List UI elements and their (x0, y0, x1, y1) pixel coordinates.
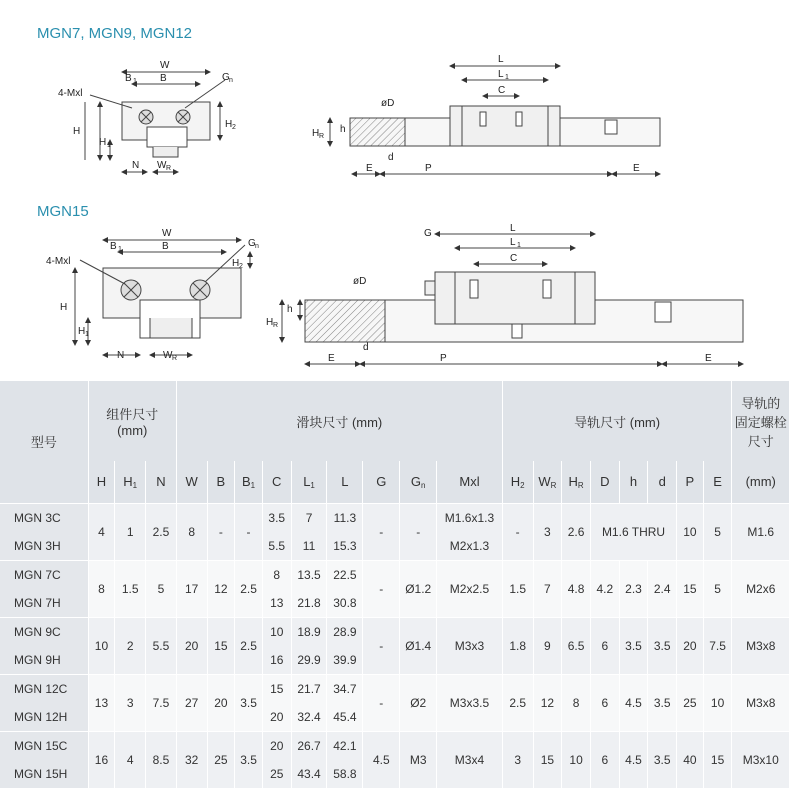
cell-P: 10 (677, 503, 704, 560)
table-row (0, 503, 790, 532)
cell-Mxl: M3x4 (437, 731, 503, 788)
cell-H1: 1 (115, 503, 146, 560)
svg-text:2: 2 (232, 124, 236, 131)
cell-E: 10 (703, 674, 732, 731)
cell-B: - (207, 503, 235, 560)
svg-text:H: H (78, 326, 86, 337)
model-name: MGN 15C (0, 731, 88, 760)
svg-text:L: L (510, 237, 516, 248)
table-row (0, 674, 790, 703)
cell-C: 25 (262, 760, 291, 788)
spec-table-body (0, 503, 790, 788)
label-WR: W (157, 160, 167, 171)
cell-bolt: M3x8 (732, 617, 790, 674)
svg-text:h: h (287, 304, 293, 315)
cell-WR: 9 (533, 617, 562, 674)
small-side-view (330, 66, 660, 174)
cell-H2: 3 (502, 731, 533, 788)
cell-N: 5.5 (146, 617, 177, 674)
model-name: MGN 12C (0, 674, 88, 703)
svg-text:L: L (498, 54, 504, 65)
svg-text:G: G (248, 238, 256, 249)
svg-text:E: E (328, 353, 335, 364)
cell-Mxl: M3x3 (437, 617, 503, 674)
svg-text:E: E (705, 353, 712, 364)
cell-Mxl: M3x3.5 (437, 674, 503, 731)
svg-text:2: 2 (239, 263, 243, 270)
cell-L1: 11 (291, 532, 327, 561)
header-rail: 导轨尺寸 (mm) (502, 381, 732, 461)
cell-C: 13 (262, 589, 291, 618)
symbol-header: B (207, 461, 235, 503)
label-H1: H (99, 137, 107, 148)
cell-L: 11.3 (327, 503, 363, 532)
cell-d: 3.5 (648, 731, 677, 788)
cell-G: - (363, 617, 400, 674)
cell-L: 58.8 (327, 760, 363, 788)
svg-text:B: B (110, 241, 117, 252)
symbol-header: G (363, 461, 400, 503)
cell-E: 7.5 (703, 617, 732, 674)
cell-W: 8 (176, 503, 207, 560)
symbol-header-row (0, 461, 790, 503)
table-row (0, 560, 790, 589)
cell-W: 32 (176, 731, 207, 788)
cell-W: 17 (176, 560, 207, 617)
cell-G: - (363, 503, 400, 560)
cell-H1: 1.5 (115, 560, 146, 617)
cell-h: 4.5 (619, 674, 648, 731)
cell-Gn: Ø2 (400, 674, 437, 731)
model-name: MGN 3H (0, 532, 88, 561)
cell-L: 42.1 (327, 731, 363, 760)
svg-text:n: n (255, 243, 259, 250)
symbol-header: P (677, 461, 704, 503)
svg-text:B: B (162, 241, 169, 252)
symbol-header: $H_2$ (502, 461, 533, 503)
cell-H: 16 (88, 731, 115, 788)
cell-H2: - (502, 503, 533, 560)
cell-C: 15 (262, 674, 291, 703)
svg-text:N: N (117, 350, 125, 361)
cell-H1: 3 (115, 674, 146, 731)
svg-text:C: C (510, 253, 518, 264)
cell-N: 5 (146, 560, 177, 617)
symbol-header: $H_R$ (562, 461, 591, 503)
symbol-header: L (327, 461, 363, 503)
svg-text:P: P (440, 353, 447, 364)
cell-G: 4.5 (363, 731, 400, 788)
symbol-header: E (703, 461, 732, 503)
cell-C: 10 (262, 617, 291, 646)
cell-L1: 29.9 (291, 646, 327, 675)
cell-C: 8 (262, 560, 291, 589)
cell-L1: 32.4 (291, 703, 327, 732)
symbol-header: $H_1$ (115, 461, 146, 503)
cell-B: 12 (207, 560, 235, 617)
cell-D: 6 (590, 731, 619, 788)
table-row (0, 617, 790, 646)
cell-Gn: M3 (400, 731, 437, 788)
header-bolt: 导轨的 固定螺栓 尺寸 (732, 381, 790, 461)
cell-L: 28.9 (327, 617, 363, 646)
cell-H: 10 (88, 617, 115, 674)
cell-Mxl: M2x1.3 (437, 532, 503, 561)
cell-C: 16 (262, 646, 291, 675)
svg-text:R: R (166, 165, 172, 172)
cell-bolt: M3x10 (732, 731, 790, 788)
svg-text:1: 1 (505, 74, 509, 81)
cell-WR: 3 (533, 503, 562, 560)
cell-HR: 4.8 (562, 560, 591, 617)
svg-text:H: H (232, 258, 240, 269)
cell-H: 4 (88, 503, 115, 560)
model-name: MGN 9C (0, 617, 88, 646)
cell-HR: 10 (562, 731, 591, 788)
svg-text:øD: øD (381, 98, 395, 109)
cell-L1: 43.4 (291, 760, 327, 788)
cell-L: 22.5 (327, 560, 363, 589)
cell-Gn: Ø1.2 (400, 560, 437, 617)
cell-HR: 6.5 (562, 617, 591, 674)
svg-text:H: H (312, 128, 320, 139)
cell-C: 20 (262, 731, 291, 760)
svg-text:1: 1 (133, 78, 137, 85)
label-W: W (160, 60, 170, 71)
cell-W: 20 (176, 617, 207, 674)
svg-text:h: h (340, 124, 346, 135)
section-title-small: MGN7, MGN9, MGN12 (37, 25, 193, 42)
cell-B1: 2.5 (235, 617, 263, 674)
symbol-header: (mm) (732, 461, 790, 503)
cell-H: 8 (88, 560, 115, 617)
svg-text:P: P (425, 163, 432, 174)
svg-text:R: R (273, 322, 279, 329)
cell-C: 20 (262, 703, 291, 732)
cell-Gn: - (400, 503, 437, 560)
cell-B1: 3.5 (235, 674, 263, 731)
svg-text:d: d (388, 152, 394, 163)
cell-h: 2.3 (619, 560, 648, 617)
cell-E: 5 (703, 560, 732, 617)
technical-drawings (0, 0, 790, 380)
label-B: B (160, 73, 167, 84)
header-assembly: 组件尺寸 (mm) (88, 381, 176, 461)
symbol-header: $W_R$ (533, 461, 562, 503)
cell-H2: 1.8 (502, 617, 533, 674)
cell-d: 3.5 (648, 674, 677, 731)
cell-WR: 15 (533, 731, 562, 788)
svg-text:E: E (633, 163, 640, 174)
header-block: 滑块尺寸 (mm) (176, 381, 502, 461)
symbol-header: $L_1$ (291, 461, 327, 503)
section-title-large: MGN15 (37, 203, 89, 220)
cell-N: 7.5 (146, 674, 177, 731)
cell-B: 20 (207, 674, 235, 731)
label-H2: H (225, 119, 233, 130)
cell-L1: 18.9 (291, 617, 327, 646)
symbol-header: $B_1$ (235, 461, 263, 503)
svg-text:1: 1 (107, 142, 111, 149)
svg-text:øD: øD (353, 276, 367, 287)
cell-W: 27 (176, 674, 207, 731)
cell-G: - (363, 560, 400, 617)
symbol-header: Mxl (437, 461, 503, 503)
model-name: MGN 7H (0, 589, 88, 618)
cell-H1: 2 (115, 617, 146, 674)
cell-B: 25 (207, 731, 235, 788)
svg-text:E: E (366, 163, 373, 174)
svg-text:R: R (172, 355, 178, 362)
symbol-header: C (262, 461, 291, 503)
model-name: MGN 9H (0, 646, 88, 675)
model-name: MGN 3C (0, 503, 88, 532)
cell-L: 15.3 (327, 532, 363, 561)
cell-H2: 1.5 (502, 560, 533, 617)
svg-text:4-Mxl: 4-Mxl (46, 256, 71, 267)
cell-HR: 8 (562, 674, 591, 731)
cell-D: 6 (590, 617, 619, 674)
svg-text:d: d (363, 342, 369, 353)
header-model: 型号 (0, 381, 88, 503)
cell-bolt: M2x6 (732, 560, 790, 617)
table-row (0, 731, 790, 760)
cell-G: - (363, 674, 400, 731)
cell-HR: 2.6 (562, 503, 591, 560)
symbol-header: H (88, 461, 115, 503)
symbol-header: N (146, 461, 177, 503)
cell-h: 3.5 (619, 617, 648, 674)
svg-text:W: W (162, 228, 172, 239)
model-name: MGN 15H (0, 760, 88, 788)
cell-E: 15 (703, 731, 732, 788)
svg-text:R: R (319, 133, 325, 140)
symbol-header: W (176, 461, 207, 503)
cell-Mxl: M1.6x1.3 (437, 503, 503, 532)
cell-bolt: M1.6 (732, 503, 790, 560)
cell-E: 5 (703, 503, 732, 560)
symbol-header: $G_n$ (400, 461, 437, 503)
cell-L: 45.4 (327, 703, 363, 732)
cell-L: 30.8 (327, 589, 363, 618)
small-cross-section (85, 72, 225, 172)
cell-H: 13 (88, 674, 115, 731)
cell-Gn: Ø1.4 (400, 617, 437, 674)
cell-N: 2.5 (146, 503, 177, 560)
svg-text:L: L (510, 223, 516, 234)
svg-text:H: H (266, 317, 274, 328)
cell-C: 3.5 (262, 503, 291, 532)
svg-text:1: 1 (517, 242, 521, 249)
cell-D: 4.2 (590, 560, 619, 617)
cell-C: 5.5 (262, 532, 291, 561)
cell-L1: 7 (291, 503, 327, 532)
cell-D-h-d: M1.6 THRU (590, 503, 676, 560)
cell-P: 20 (677, 617, 704, 674)
cell-L1: 21.7 (291, 674, 327, 703)
label-N: N (132, 160, 140, 171)
label-Gn: G (222, 72, 230, 83)
cell-WR: 7 (533, 560, 562, 617)
cell-L1: 26.7 (291, 731, 327, 760)
symbol-header: h (619, 461, 648, 503)
model-name: MGN 12H (0, 703, 88, 732)
cell-WR: 12 (533, 674, 562, 731)
cell-N: 8.5 (146, 731, 177, 788)
cell-B1: - (235, 503, 263, 560)
symbol-header: d (648, 461, 677, 503)
svg-text:C: C (498, 85, 506, 96)
large-cross-section (75, 240, 250, 355)
cell-P: 25 (677, 674, 704, 731)
label-B1: B (125, 73, 132, 84)
cell-Mxl: M2x2.5 (437, 560, 503, 617)
svg-text:n: n (229, 77, 233, 84)
symbol-header: D (590, 461, 619, 503)
cell-H1: 4 (115, 731, 146, 788)
model-name: MGN 7C (0, 560, 88, 589)
svg-text:G: G (424, 228, 432, 239)
svg-text:W: W (163, 350, 173, 361)
svg-text:1: 1 (118, 246, 122, 253)
label-4Mxl: 4-Mxl (58, 88, 83, 99)
cell-h: 4.5 (619, 731, 648, 788)
cell-L: 39.9 (327, 646, 363, 675)
cell-L: 34.7 (327, 674, 363, 703)
svg-text:L: L (498, 69, 504, 80)
cell-d: 3.5 (648, 617, 677, 674)
cell-L1: 21.8 (291, 589, 327, 618)
cell-L1: 13.5 (291, 560, 327, 589)
cell-H2: 2.5 (502, 674, 533, 731)
cell-bolt: M3x8 (732, 674, 790, 731)
cell-B1: 3.5 (235, 731, 263, 788)
svg-text:H: H (60, 302, 68, 313)
label-H: H (73, 126, 81, 137)
cell-d: 2.4 (648, 560, 677, 617)
cell-P: 40 (677, 731, 704, 788)
cell-P: 15 (677, 560, 704, 617)
cell-B1: 2.5 (235, 560, 263, 617)
cell-B: 15 (207, 617, 235, 674)
spec-table (0, 381, 790, 788)
svg-text:1: 1 (85, 331, 89, 338)
cell-D: 6 (590, 674, 619, 731)
